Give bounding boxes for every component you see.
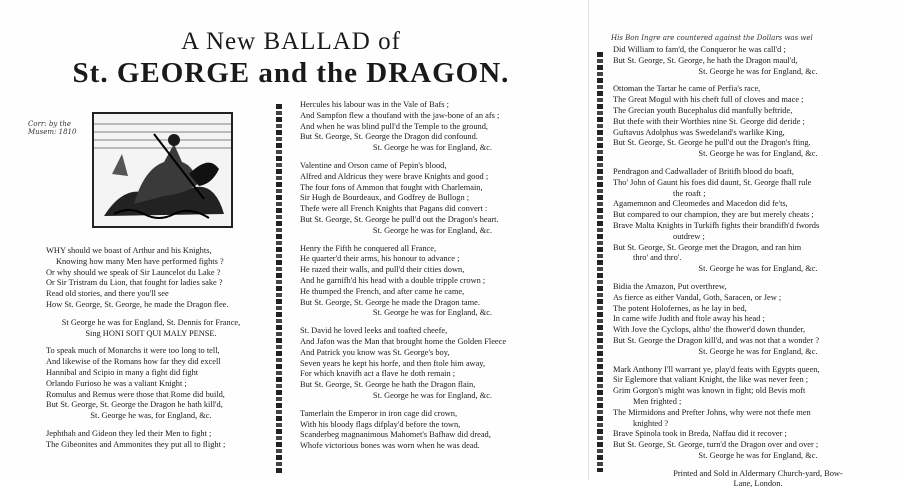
verse-line: Did William to fam'd, the Conqueror he was call'd ; <box>613 45 786 54</box>
verse-line: The potent Holofernes, as he lay in bed, <box>613 303 747 313</box>
verse-line: But St. George, St. George, he hath the Dragon maul'd, <box>613 55 798 65</box>
verse-line: Thefe were all French Knights that Pagans did convert : <box>300 204 488 214</box>
text-column-2 <box>300 100 565 452</box>
refrain-line: Sing HONI SOIT QUI MALY PENSE. <box>85 328 217 338</box>
refrain-line: St. George he was for England, &c. <box>372 390 493 400</box>
verse-line: Brave Malta Knights in Turkifh fights their brandifh'd fwords <box>613 220 820 230</box>
verse-line: With Jove the Cyclops, altho' the fhower'd down thunder, <box>613 325 806 335</box>
verse-line: As fierce as either Vandal, Goth, Saracen, or Jew ; <box>613 292 782 302</box>
verse-line: Knowing how many Men have performed fights ? <box>56 256 224 266</box>
verse-line: Or Sir Tristram du Lion, that fought for ladies sake ? <box>46 278 223 288</box>
verse-line: Tho' John of Gaunt his foes did daunt, St. George fhall rule <box>613 177 812 187</box>
verse-line: thro' and thro'. <box>633 253 682 263</box>
verse-line: But St. George, St. George he pull'd out the Dragon's fting. <box>613 138 811 148</box>
margin-note-top: His Bon Ingre are countered against the Dollars was wel <box>611 34 813 42</box>
refrain-line: St. George he was for England, &c. <box>698 149 818 159</box>
verse-line: Grim Gorgon's might was known in fight; old Bevis moft <box>613 386 806 396</box>
refrain-line: St. George he was for England, &c. <box>372 143 493 153</box>
verse-line: outdrew ; <box>673 231 705 241</box>
verse-line: St. David he loved leeks and toafted cheefe, <box>300 326 448 336</box>
ornamental-column-border <box>276 104 282 474</box>
verse-line: Mark Anthony I'll warrant ye, play'd feats with Egypts queen, <box>613 364 820 374</box>
verse-line: Whofe victorious bones was worn when he was dead. <box>300 441 480 451</box>
verse-line: the roaft ; <box>673 188 706 198</box>
verse-line: Guftavus Adolphus was Swedeland's warlike King, <box>613 127 785 137</box>
verse-line: Or why should we speak of Sir Launcelot du Lake ? <box>46 267 221 277</box>
verse-line: To speak much of Monarchs it were too long to tell, <box>46 346 220 356</box>
verse-line: But St. George, St. George the Dragon he hath kill'd, <box>46 400 223 410</box>
verse-line: But St. George, St. George, turn'd the Dragon over and over ; <box>613 440 819 450</box>
imprint-line: Lane, London. <box>733 479 783 489</box>
ornamental-left-border <box>597 52 603 472</box>
verse-line: Brave Spinola took in Breda, Naffau did it recover ; <box>613 429 787 439</box>
verse-line: In came wife Judith and ftole away his head ; <box>613 314 765 324</box>
verse-line: Valentine and Orson came of Pepin's blood, <box>300 160 447 170</box>
refrain-line: St. George he was for England, &c. <box>372 225 493 235</box>
verse-line: And Jafon was the Man that brought home the Golden Fleece <box>300 336 507 346</box>
verse-line: Alfred and Aldricus they were brave Knights and good ; <box>300 171 489 181</box>
st-george-woodcut-illustration <box>92 112 233 228</box>
verse-line: WHY should we boast of Arthur and his Knights, <box>46 246 212 255</box>
ballad-title-line2: St. GEORGE and the DRAGON. <box>72 57 510 89</box>
verse-line: Read old stories, and there you'll see <box>46 289 169 299</box>
verse-line: But thefe with their Worthies nine St. George did deride ; <box>613 116 805 126</box>
verse-line: But St. George the Dragon kill'd, and was not that a wonder ? <box>613 335 820 345</box>
right-page <box>588 0 905 489</box>
verse-line: The Grecian youth Bucephalus did manfully beftride, <box>613 105 793 115</box>
verse-line: Men frighted ; <box>633 396 682 406</box>
verse-line: He quarter'd their arms, his honour to advance ; <box>300 254 460 264</box>
verse-line: Orlando Furioso he was a valiant Knight ; <box>46 378 187 388</box>
refrain-line: St George he was for England, St. Dennis for France, <box>61 317 241 327</box>
verse-line: For which knavifh act a flave he doth remain ; <box>300 369 456 379</box>
verse-line: Bidia the Amazon, Put overthrew, <box>613 281 727 291</box>
ballad-title-line1: A New BALLAD of <box>181 28 401 55</box>
refrain-line: St. George he was for England, &c. <box>698 450 818 460</box>
verse-line: But St. George, St. George the Dragon did confound. <box>300 132 478 142</box>
verse-line: Sir Eglemore that valiant Knight, the like was never feen ; <box>613 375 809 385</box>
verse-line: Romulus and Remus were those that Rome did build, <box>46 389 225 399</box>
verse-line: Sir Hugh de Bourdeaux, and Godfrey de Bullogn ; <box>300 193 470 203</box>
verse-line: Seven years he kept his horfe, and then ftole him away, <box>300 358 486 368</box>
verse-line: Hannibal and Scipio in many a fight did fight <box>46 367 199 377</box>
imprint-line: Printed and Sold in Aldermary Church-yard, Bow- <box>673 468 843 478</box>
verse-line: And he garnifh'd his head with a double tripple crown ; <box>300 275 486 285</box>
verse-line: But St. George, St. George met the Dragon, and ran him <box>613 242 802 252</box>
verse-line: And when he was blind pull'd the Temple to the ground, <box>300 121 489 131</box>
verse-line: The Great Mogul with his cheft full of cloves and mace ; <box>613 95 804 105</box>
verse-line: How St. George, St. George, he made the Dragon flee. <box>46 299 229 309</box>
verse-line: The four fons of Ammon that fought with Charlemain, <box>300 182 483 192</box>
verse-line: But St. George, St. George he pull'd out the Dragon's heart. <box>300 214 499 224</box>
refrain-line: St. George he was for England, &c. <box>698 66 818 76</box>
refrain-line: St. George he was for England, &c. <box>698 346 818 356</box>
verse-line: With his bloody flags difplay'd before the town, <box>300 419 461 429</box>
text-column-3 <box>613 45 903 490</box>
verse-line: The Mirmidons and Prefter Johns, why were not thefe men <box>613 407 811 417</box>
verse-line: But compared to our champion, they are but merely cheats ; <box>613 210 814 220</box>
verse-line: But St. George, St. George he made the Dragon tame. <box>300 297 480 307</box>
verse-line: Agamemnon and Cleomedes and Macedon did fe'ts, <box>613 199 788 209</box>
refrain-line: St. George he was for England, &c. <box>372 308 493 318</box>
verse-line: Ottoman the Tartar he came of Perfia's race, <box>613 84 761 94</box>
verse-line: The Gibeonites and Ammonites they put all to flight ; <box>46 439 226 449</box>
verse-line: And Sampfon flew a thoufand with the jaw-bone of an afs ; <box>300 110 500 120</box>
refrain-line: St. George he was for England, &c. <box>698 264 818 274</box>
verse-line: Scanderbeg magnanimous Mahomet's Bafhaw did dread, <box>300 430 491 440</box>
verse-line: Jephthah and Gideon they led their Men to fight ; <box>46 428 212 438</box>
margin-note-left: Corr: by the Musem: 1810 <box>28 120 77 136</box>
verse-line: But St. George, St. George he hath the Dragon flain, <box>300 380 476 390</box>
verse-line: Tamerlain the Emperor in iron cage did crown, <box>300 408 458 418</box>
verse-line: And likewise of the Romans how far they did excell <box>46 357 221 367</box>
verse-line: Hercules his labour was in the Vale of Bafs ; <box>300 100 449 109</box>
verse-line: knighted ? <box>633 418 669 428</box>
text-column-1 <box>46 246 256 451</box>
verse-line: He razed their walls, and pull'd their cities down, <box>300 265 465 275</box>
verse-line: He thumped the French, and after came he came, <box>300 286 465 296</box>
verse-line: And Patrick you know was St. George's boy, <box>300 347 450 357</box>
refrain-line: St. George he was, for England, &c. <box>90 411 212 421</box>
verse-line: Pendragon and Cadwallader of Britifh blood do boaft, <box>613 166 794 176</box>
verse-line: Henry the Fifth he conquered all France, <box>300 243 437 253</box>
woodcut-image <box>94 114 231 226</box>
